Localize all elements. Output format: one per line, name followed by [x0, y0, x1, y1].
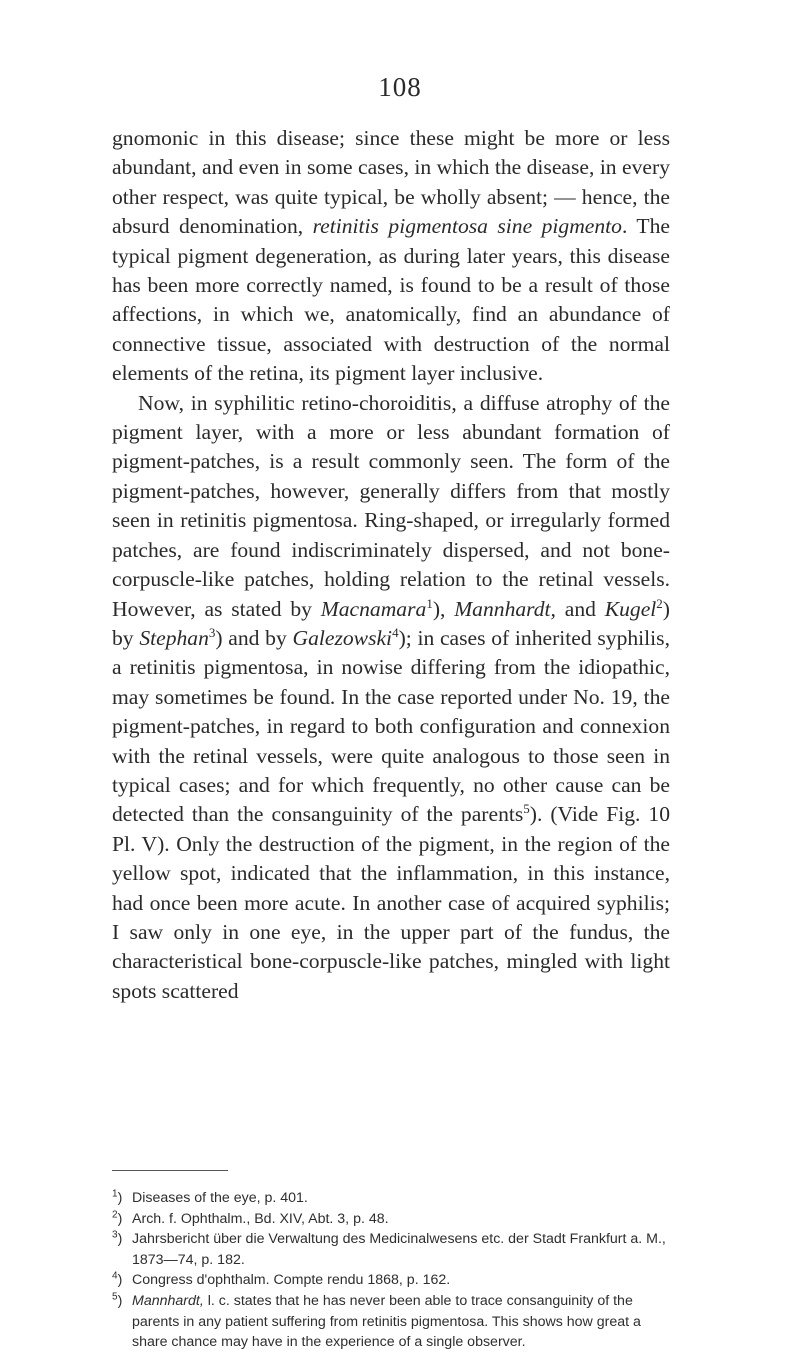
- footnotes: [112, 1188, 670, 1353]
- text-run: gnomonic in this disease; since these might be more or less abundant, and even in some cases, in which the disease, in every other respect, was quite typical, be wholly absent; — hence, the absurd denomination,: [112, 126, 670, 239]
- footnote-divider: [112, 1170, 228, 1171]
- author-name: Kugel: [604, 596, 657, 621]
- footnote-5: $^5$) Mannhardt, l. c. states that he has never been able to trace consanguinity of the parents in any patient suffering from retinitis pigmentosa. This shows how great a share chance may have in the experience of a single observer.: [112, 1291, 641, 1351]
- text-run: ),: [432, 596, 455, 621]
- paragraph-2: [112, 389, 670, 1007]
- text-run: ) and by: [215, 625, 293, 650]
- footnote-ref-5: 5: [523, 801, 530, 817]
- footnote-4: $^4$) Congress d'ophthalm. Compte rendu 1868, p. 162.: [112, 1270, 670, 1291]
- author-name: Mannhardt,: [454, 596, 556, 621]
- footnote-mark: $^4$): [112, 1270, 123, 1289]
- author-name: Macnamara: [320, 596, 427, 621]
- author-name: Galezowski: [292, 625, 393, 650]
- footnote-ref-4: 4: [392, 624, 399, 640]
- text-run: ); in cases of inherited syphilis, a retinitis pigmentosa, in nowise differing from the idiopathic, may sometimes be found. In the case reported under No. 19, the pigment-patches, in regard to both configuration and connexion with the retinal vessels, were quite analogous to those seen in typical cases; and for which frequently, no other cause can be detected than the consanguinity of the parents: [112, 625, 670, 827]
- italic-term: retinitis pigmentosa sine pigmento: [312, 214, 622, 239]
- footnote-ref-3: 3: [208, 624, 216, 640]
- footnote-ref-2: 2: [656, 595, 663, 611]
- footnote-mark: $^3$): [112, 1229, 123, 1248]
- body-text: [112, 124, 670, 1006]
- page-number: 108: [378, 72, 422, 102]
- author-name: Mannhardt,: [132, 1292, 204, 1309]
- footnote-3: $^3$) Jahrsbericht über die Verwaltung des Medicinalwesens etc. der Stadt Frankfurt a. M., 1873—74, p. 182.: [112, 1229, 666, 1268]
- footnote-mark: $^2$): [112, 1208, 123, 1227]
- text-run: ). (Vide Fig. 10 Pl. V). Only the destruction of the pigment, in the region of the yellow spot, indicated that the inflammation, in this instance, had once been more acute. In another case of acquired syphilis; I saw only in one eye, in the upper part of the fundus, the characteristical bone-corpuscle-like patches, mingled with light spots scattered: [112, 802, 670, 1003]
- footnote-2: $^2$) Arch. f. Ophthalm., Bd. XIV, Abt. 3, p. 48.: [112, 1209, 670, 1230]
- footnote-mark: $^5$): [112, 1291, 123, 1309]
- text-run: and: [555, 596, 605, 621]
- text-run: Now, in syphilitic retino-choroiditis, a diffuse atrophy of the pigment layer, with a more or less abundant formation of pigment-patches, is a result commonly seen. The form of the pigment-patches, however, generally differs from that mostly seen in retinitis pigmentosa. Ring-shaped, or irregularly formed patches, are found indiscriminately dispersed, and not bone-corpuscle-like patches, holding relation to the retinal vessels. However, as stated by: [112, 390, 670, 621]
- footnote-1: $^1$) Diseases of the eye, p. 401.: [112, 1188, 670, 1209]
- footnote-ref-1: 1: [426, 595, 433, 611]
- paragraph-1: [112, 124, 670, 389]
- text-run: . The typical pigment degeneration, as during later years, this disease has been more correctly named, is found to be a result of those affections, in which we, anatomically, find an abundance of connective tissue, associated with destruction of the normal elements of the retina, its pigment layer inclusive.: [112, 214, 670, 386]
- author-name: Stephan: [139, 625, 209, 650]
- text-run: ) by: [112, 596, 670, 650]
- footnote-mark: $^1$): [112, 1188, 123, 1206]
